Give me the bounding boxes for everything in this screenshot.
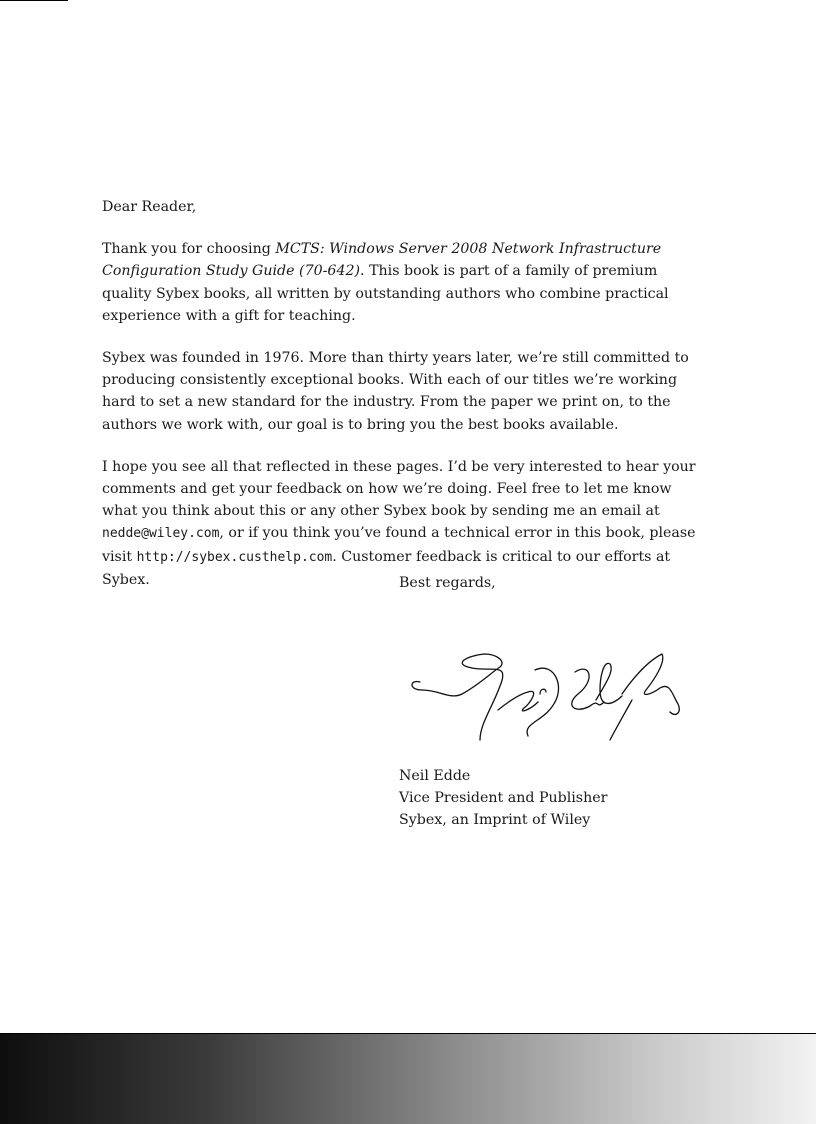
signature-stroke-5 <box>572 669 604 709</box>
signature-stroke-1 <box>412 654 503 740</box>
footer-gradient-band <box>0 1033 816 1124</box>
signature-stroke-7 <box>622 654 679 714</box>
book-title: MCTS: Windows Server 2008 Network Infrastructure Configuration Study Guide (70-642) <box>102 241 662 280</box>
signature-stroke-4 <box>540 689 546 694</box>
support-url-link[interactable]: http://sybex.custhelp.com <box>136 549 333 565</box>
signature-image <box>400 632 700 752</box>
signoff: Best regards, <box>399 575 496 591</box>
feedback-text-3: . Customer feedback is critical to our efforts at Sybex. <box>102 548 671 588</box>
letter-body <box>102 196 702 611</box>
intro-text-before: Thank you for choosing <box>102 241 276 258</box>
signer-block <box>399 765 607 832</box>
corner-rule <box>0 0 68 1</box>
paragraph-history: Sybex was founded in 1976. More than thirty years later, we’re still committed to producing consistently exceptional books. With each of our titles we’re working hard to set a new standard for the industry. From the paper we print on, to the authors we work with, our goal is to bring you the best books available. <box>102 350 689 433</box>
signature-stroke-8 <box>610 700 632 740</box>
feedback-text-2: , or if you think you’ve found a technical error in this book, please visit <box>102 525 696 565</box>
paragraph-feedback <box>102 456 702 591</box>
signature-stroke-3 <box>527 668 558 736</box>
signature-stroke-2 <box>498 691 538 711</box>
feedback-text-1: I hope you see all that reflected in these pages. I’d be very interested to hear your comments and get your feedback on how we’re doing. Feel free to let me know what you think about this or any other Sybex book by sending me an email at <box>102 458 696 520</box>
intro-text-after: . This book is part of a family of premium quality Sybex books, all written by outstanding authors who combine practical experience with a gift for teaching. <box>102 263 669 324</box>
paragraph-intro <box>102 238 702 327</box>
salutation: Dear Reader, <box>102 199 197 215</box>
signer-company: Sybex, an Imprint of Wiley <box>399 812 591 829</box>
signer-name: Neil Edde <box>399 768 471 784</box>
email-link[interactable]: nedde@wiley.com <box>102 526 220 542</box>
signature-stroke-6 <box>596 663 622 703</box>
signer-title: Vice President and Publisher <box>399 790 608 807</box>
